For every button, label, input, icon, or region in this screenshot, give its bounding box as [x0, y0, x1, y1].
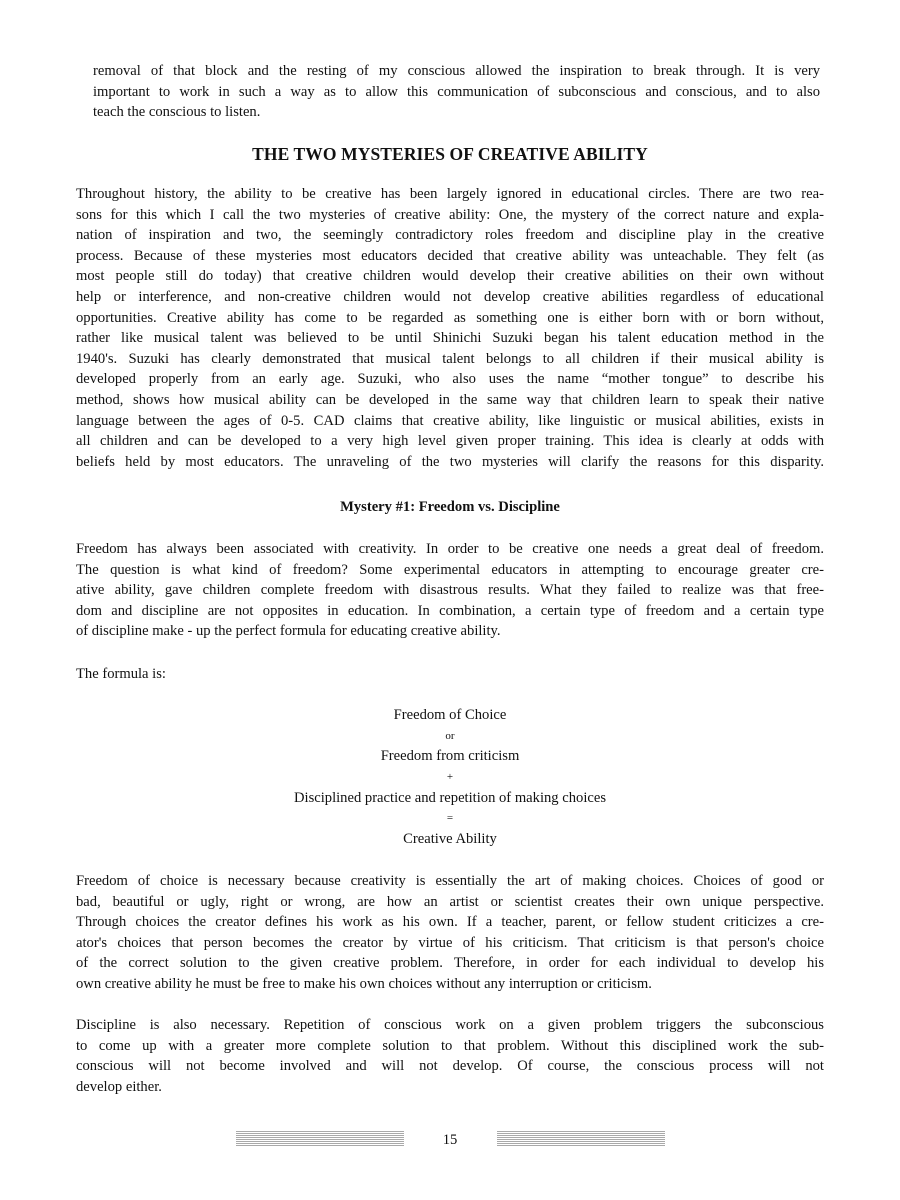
history-paragraph [76, 184, 824, 472]
text-line: removal of that block and the resting of my conscious allowed the inspiration to break through. It is very [93, 63, 820, 79]
text-line: Freedom of choice is necessary because creativity is essentially the art of making choices. Choices of good or [76, 873, 824, 889]
text-line: help or interference, and non-creative children would not develop creative abilities regardless of educational [76, 288, 824, 305]
text-line: bad, beautiful or ugly, right or wrong, are how an artist or scientist creates their own unique perspective. [76, 893, 824, 910]
text-line: nation of inspiration and two, the seemingly contradictory roles freedom and discipline play in the creative [76, 227, 824, 244]
text-line: develop either. [76, 1078, 162, 1095]
section-title: THE TWO MYSTERIES OF CREATIVE ABILITY [252, 144, 648, 164]
footer-ornament-left [236, 1131, 404, 1147]
text-line: teach the conscious to listen. [93, 104, 261, 121]
formula-operator: + [446, 771, 454, 784]
text-line: of the correct solution to the given creative problem. Therefore, in order for each individual to develop his [76, 955, 824, 972]
intro-paragraph [93, 61, 820, 123]
discipline-paragraph [76, 1015, 824, 1097]
text-line: sons for this which I call the two mysteries of creative ability: One, the mystery of the correct nature and expla- [76, 206, 824, 223]
text-line: beliefs held by most educators. The unraveling of the two mysteries will clarify the reasons for this disparity. [76, 453, 824, 470]
text-line: Freedom has always been associated with creativity. In order to be creative one needs a great deal of freedom. [76, 541, 824, 557]
subheading: Mystery #1: Freedom vs. Discipline [340, 499, 560, 515]
text-line: developed properly from an early age. Suzuki, who also uses the name “mother tongue” to describe his [76, 371, 824, 388]
text-line: method, shows how musical ability can be developed in the same way that children learn to speak their native [76, 391, 824, 408]
text-line: to come up with a greater more complete solution to that problem. Without this disciplined work the sub- [76, 1037, 824, 1054]
text-line: rather like musical talent was believed to be until Shinichi Suzuki began his talent education method in the [76, 330, 824, 347]
text-line: ative ability, gave children complete freedom with disastrous results. What they failed to realize was that free- [76, 582, 824, 599]
text-line: language between the ages of 0-5. CAD claims that creative ability, like linguistic or musical abilities, exists in [76, 412, 824, 429]
formula-line: Freedom from criticism [380, 748, 520, 765]
formula-line: Disciplined practice and repetition of making choices [293, 789, 607, 806]
choice-paragraph [76, 871, 824, 995]
page-footer [0, 1128, 900, 1152]
text-line: 1940's. Suzuki has clearly demonstrated that musical talent belongs to all children if their musical ability is [76, 350, 824, 367]
text-line: ator's choices that person becomes the creator by virtue of his criticism. That criticism is that person's choice [76, 934, 824, 951]
text-line: most people still do today) that creative children would develop their creative abilities on their own without [76, 268, 824, 285]
text-line: Discipline is also necessary. Repetition of conscious work on a given problem triggers the subconscious [76, 1017, 824, 1033]
text-line: of discipline make - up the perfect formula for educating creative ability. [76, 623, 501, 640]
text-line: opportunities. Creative ability has come to be regarded as something one is either born with or born without, [76, 309, 824, 326]
text-line: dom and discipline are not opposites in education. In combination, a certain type of freedom and a certain type [76, 602, 824, 619]
formula-intro: The formula is: [76, 666, 166, 682]
text-line: own creative ability he must be free to make his own choices without any interruption or criticism. [76, 975, 652, 992]
text-line: all children and can be developed to a very high level given proper training. This idea is clearly at odds with [76, 433, 824, 450]
text-line: Throughout history, the ability to be creative has been largely ignored in educational circles. There are two rea- [76, 186, 824, 202]
text-line: process. Because of these mysteries most educators decided that creative ability was unteachable. They felt (as [76, 247, 824, 264]
formula-result: Creative Ability [403, 831, 497, 848]
formula-operator: = [446, 812, 454, 825]
text-line: important to work in such a way as to allow this communication of subconscious and conscious, and to also [93, 83, 820, 100]
freedom-paragraph [76, 539, 824, 642]
text-line: The question is what kind of freedom? Some experimental educators in attempting to encourage greater cre- [76, 561, 824, 578]
text-line: conscious will not become involved and will not develop. Of course, the conscious process will not [76, 1058, 824, 1075]
text-line: Through choices the creator defines his work as his own. If a teacher, parent, or fellow student criticizes a cre- [76, 914, 824, 931]
formula-block [0, 705, 900, 850]
page-number: 15 [442, 1132, 458, 1148]
footer-ornament-right [497, 1131, 665, 1147]
formula-line: Freedom of Choice [393, 707, 507, 723]
formula-operator: or [445, 729, 455, 742]
